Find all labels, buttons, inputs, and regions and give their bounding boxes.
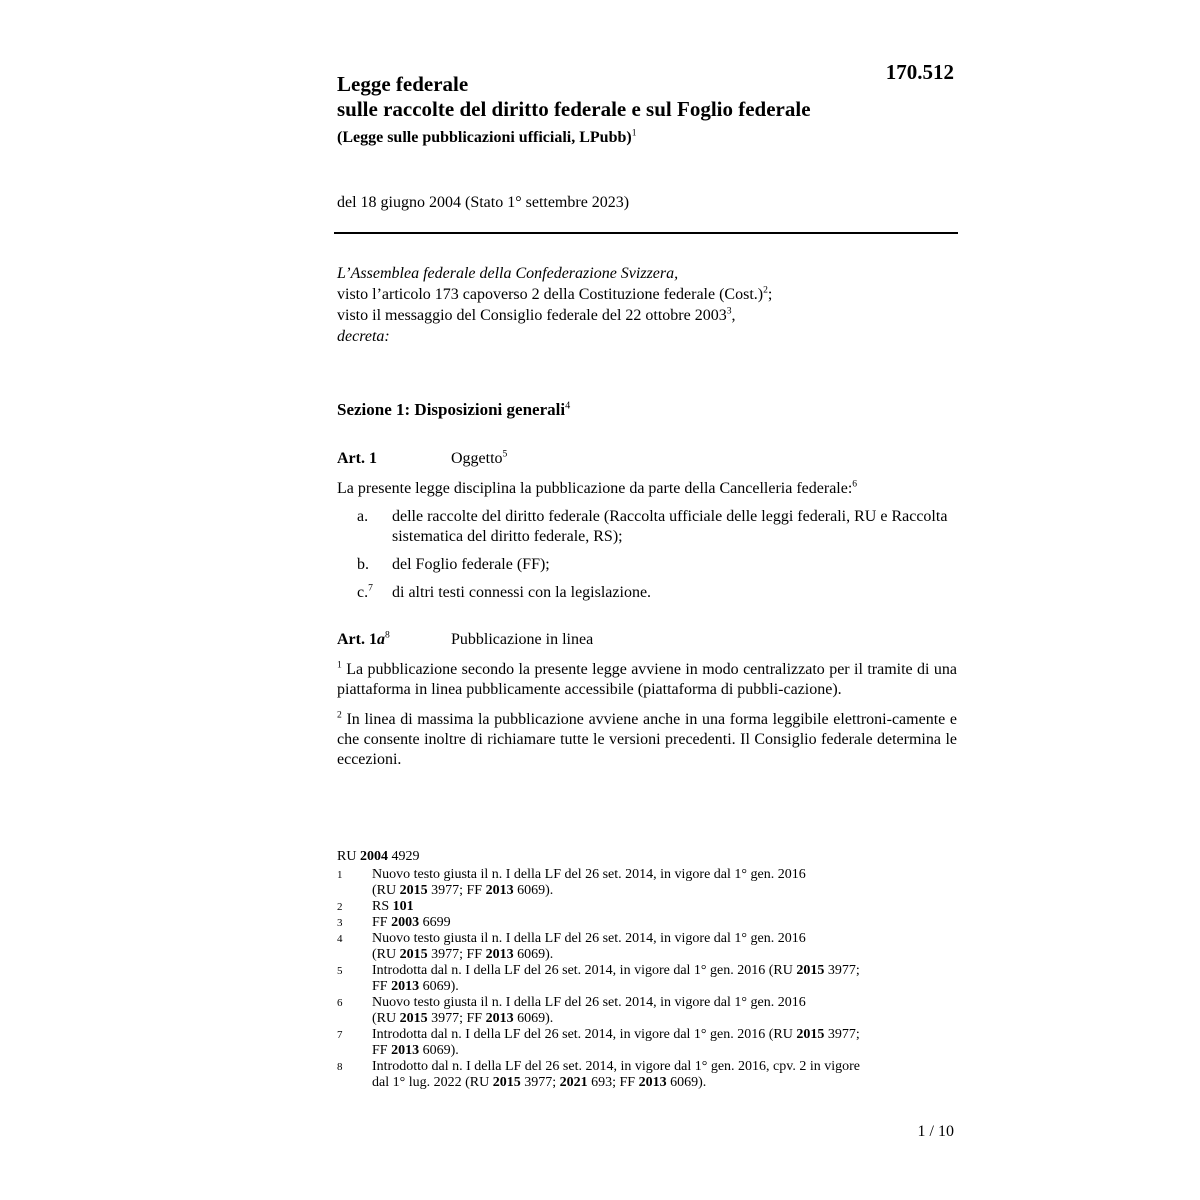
- article-list: [337, 507, 957, 603]
- preamble-assembly: L’Assemblea federale della Confederazione Svizzera,: [337, 265, 679, 282]
- paragraph-text: In linea di massima la pubblicazione avviene anche in una forma leggibile elettroni-camente e che consente inoltre di richiamare tutte le versioni precedenti. Il Consiglio federale determina le eccezioni.: [337, 711, 958, 768]
- paragraph-number: 2: [337, 709, 342, 721]
- footnote-text: Introdotto dal n. I della LF del 26 set. 2014, in vigore dal 1° gen. 2016, cpv. 2 in vigore dal 1° lug. 2022 (RU 2015 3977; 2021 693; FF 2013 6069).: [372, 1059, 860, 1090]
- footnote-text: RS 101: [372, 899, 414, 914]
- article-heading: [337, 449, 957, 469]
- preamble-visto-1-end: ;: [767, 286, 773, 303]
- preamble-visto-1: [337, 284, 957, 305]
- preamble: [337, 263, 957, 347]
- header-rule: [334, 232, 958, 234]
- footnote: [337, 1059, 957, 1091]
- article-paragraph-1: [337, 660, 957, 700]
- list-marker: [337, 583, 392, 603]
- article-intro: [337, 479, 957, 499]
- title-short-name: (Legge sulle pubblicazioni ufficiali, LPubb): [337, 129, 632, 146]
- date-line: del 18 giugno 2004 (Stato 1° settembre 2023): [337, 194, 630, 211]
- ref-page: 4929: [387, 849, 420, 864]
- preamble-visto-2-end: ,: [731, 307, 736, 324]
- footnote-text: Introdotta dal n. I della LF del 26 set. 2014, in vigore dal 1° gen. 2016 (RU 2015 3977; FF 2013 6069).: [372, 963, 860, 994]
- footnote-text: Nuovo testo giusta il n. I della LF del 26 set. 2014, in vigore dal 1° gen. 2016 (RU 2015 3977; FF 2013 6069).: [372, 867, 806, 898]
- article-heading: [337, 630, 957, 650]
- footnote-text: FF 2003 6699: [372, 915, 451, 930]
- list-item-text: delle raccolte del diritto federale (Raccolta ufficiale delle leggi federali, RU e Raccolta sistematica del diritto federale, RS);: [392, 508, 948, 545]
- article-title-text: Oggetto: [451, 450, 503, 467]
- footnote-ref[interactable]: 3: [726, 305, 732, 317]
- article-number: [337, 630, 451, 650]
- footnote-ref[interactable]: 2: [763, 284, 768, 296]
- preamble-decreta: decreta:: [337, 328, 390, 345]
- section-title: Sezione 1: Disposizioni generali: [337, 400, 566, 419]
- preamble-visto-1-text: visto l’articolo 173 capoverso 2 della Costituzione federale (Cost.): [337, 286, 764, 303]
- footnote-ref[interactable]: 6: [852, 478, 858, 490]
- footnote: [337, 899, 957, 915]
- list-marker-text: b.: [357, 556, 369, 573]
- footnote-ref[interactable]: 4: [565, 400, 571, 412]
- footnote: [337, 915, 957, 931]
- footnote-text: Nuovo testo giusta il n. I della LF del 26 set. 2014, in vigore dal 1° gen. 2016 (RU 2015 3977; FF 2013 6069).: [372, 995, 806, 1026]
- footnote-number: 5: [337, 965, 343, 977]
- footnote: [337, 1027, 957, 1059]
- footnote: [337, 931, 957, 963]
- page-number: 1 / 10: [917, 1123, 954, 1140]
- footnote-ref[interactable]: 8: [384, 629, 390, 641]
- paragraph-number: 1: [337, 659, 342, 671]
- footnote-number: 2: [337, 901, 343, 913]
- article-1: [337, 449, 957, 611]
- list-marker: [337, 507, 392, 547]
- footnote-ref[interactable]: 1: [631, 127, 637, 139]
- list-item: [337, 507, 957, 547]
- title-line-2: sulle raccolte del diritto federale e sul Foglio federale: [337, 97, 811, 121]
- document-title: [337, 72, 957, 150]
- article-paragraph-2: [337, 710, 957, 770]
- footnote: [337, 995, 957, 1027]
- preamble-visto-2: [337, 305, 957, 326]
- footnote: [337, 867, 957, 899]
- document-number: 170.512: [885, 60, 954, 84]
- list-item-text: del Foglio federale (FF);: [392, 556, 550, 573]
- article-title: [451, 449, 507, 469]
- footnote-number: 4: [337, 933, 343, 945]
- footnote-number: 7: [337, 1029, 343, 1041]
- paragraph-text: La pubblicazione secondo la presente legge avviene in modo centralizzato per il tramite di una piattaforma in linea pubblicamente accessibile (piattaforma di pubbli-cazione).: [337, 661, 958, 698]
- list-marker-text: a.: [357, 508, 369, 525]
- article-number-suffix: a: [376, 631, 385, 648]
- article-1a: [337, 630, 957, 770]
- list-marker-text: c.: [357, 584, 369, 601]
- title-line-1: Legge federale: [337, 72, 469, 96]
- article-number: Art. 1: [337, 450, 377, 467]
- footnote: [337, 963, 957, 995]
- ref-year: 2004: [359, 849, 388, 864]
- article-title: Pubblicazione in linea: [451, 631, 594, 648]
- footnote-number: 3: [337, 917, 343, 929]
- list-item: [337, 555, 957, 575]
- footnote-text: Nuovo testo giusta il n. I della LF del 26 set. 2014, in vigore dal 1° gen. 2016 (RU 2015 3977; FF 2013 6069).: [372, 931, 806, 962]
- preamble-visto-2-text: visto il messaggio del Consiglio federale del 22 ottobre 2003: [337, 307, 727, 324]
- footnote-text: Introdotta dal n. I della LF del 26 set. 2014, in vigore dal 1° gen. 2016 (RU 2015 3977; FF 2013 6069).: [372, 1027, 860, 1058]
- article-number-text: Art. 1: [337, 631, 377, 648]
- list-marker: [337, 555, 392, 575]
- footnote-number: 1: [337, 869, 343, 881]
- section-heading: [337, 398, 957, 422]
- publication-reference: [337, 849, 957, 865]
- list-item: [337, 583, 957, 603]
- footnote-ref[interactable]: 5: [502, 448, 508, 460]
- article-intro-text: La presente legge disciplina la pubblicazione da parte della Cancelleria federale:: [337, 480, 853, 497]
- ref-text: RU: [337, 849, 360, 864]
- footnotes: [337, 849, 957, 1091]
- footnote-number: 6: [337, 997, 343, 1009]
- list-item-text: di altri testi connessi con la legislazione.: [392, 584, 652, 601]
- footnote-number: 8: [337, 1061, 343, 1073]
- title-line-3: [337, 126, 957, 150]
- footnote-ref[interactable]: 7: [368, 582, 373, 594]
